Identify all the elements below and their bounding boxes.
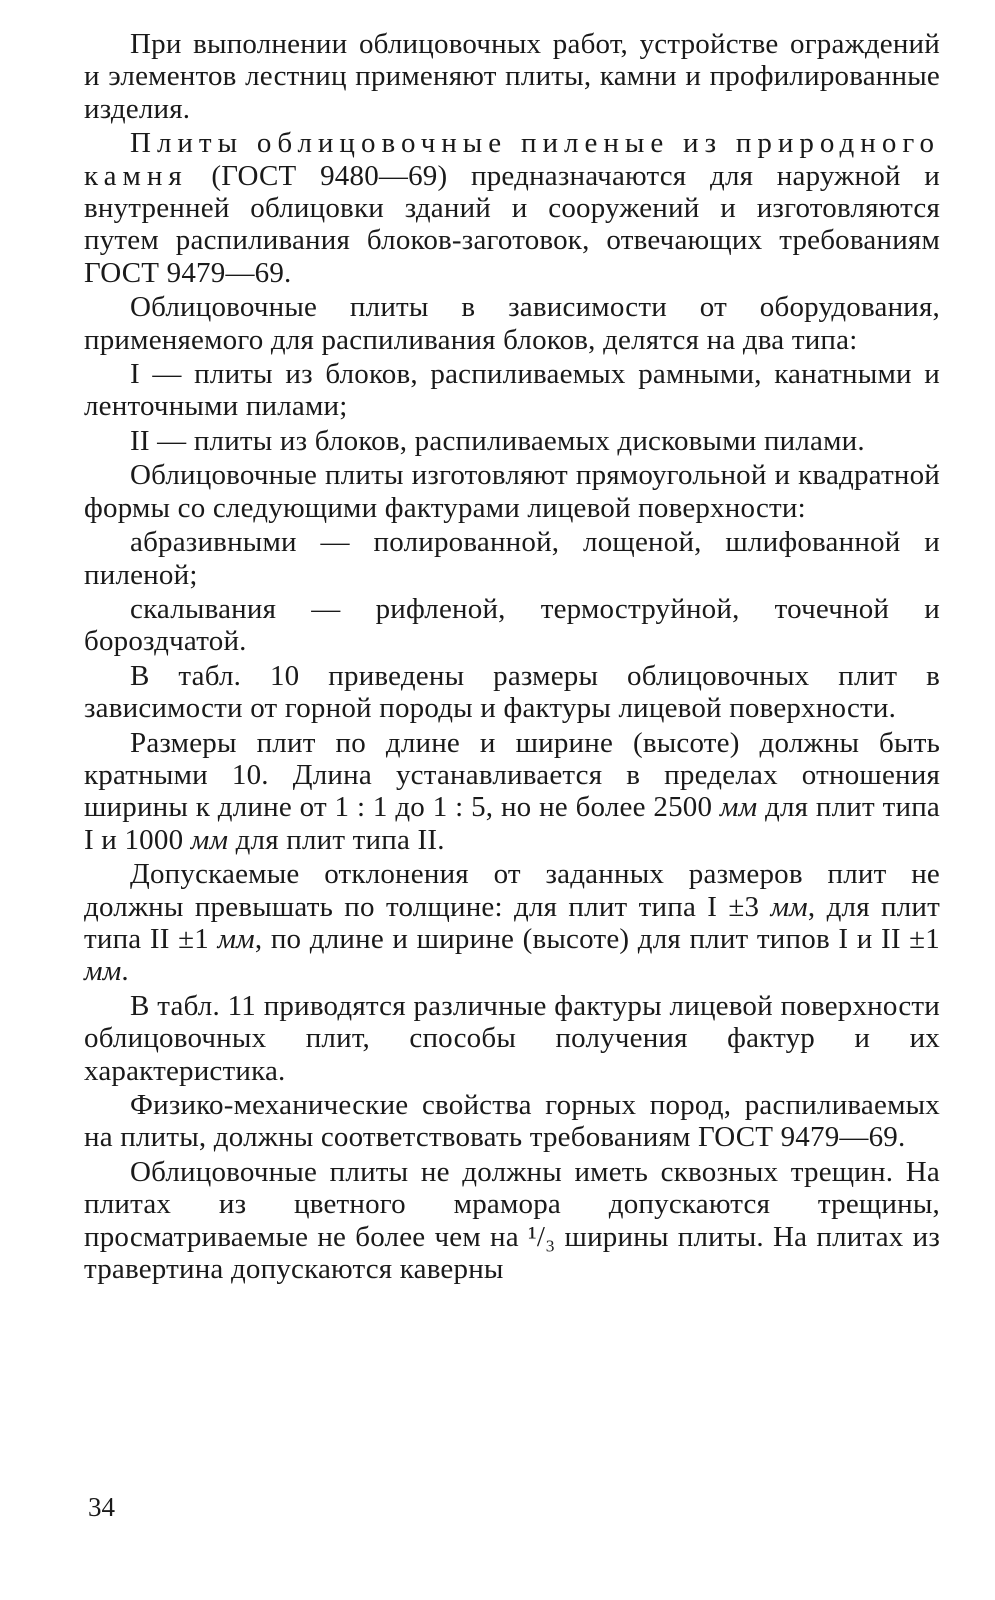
- paragraph-table-10: В табл. 10 приведены размеры облицовочных плит в зависимости от горной породы и фактуры лицевой поверхности.: [84, 659, 940, 725]
- list-item-type-2: II — плиты из блоков, распиливаемых дисковыми пилами.: [130, 424, 865, 457]
- page-number: 34: [88, 1492, 115, 1522]
- dimensions-text-3: для плит типа II.: [228, 823, 445, 856]
- unit-mm: мм: [84, 955, 122, 988]
- unit-mm: мм: [719, 791, 758, 824]
- dimensions-text-1: Размеры плит по длине и ширине (высоте) должны быть кратными 10. Длина устанавливается в пределах отношения ширины к длине от 1 : 1 до 1 : 5, но не более 2500: [84, 726, 940, 824]
- tolerances-text-1: Допускаемые отклонения от заданных размеров плит не должны превышать по толщине: для плит типа I ±3: [84, 858, 940, 923]
- unit-mm: мм: [217, 922, 255, 955]
- paragraph-table-11: В табл. 11 приводятся различные фактуры лицевой поверхности облицовочных плит, способы получения фактур и их характеристика.: [84, 989, 940, 1087]
- tolerances-text-4: .: [121, 955, 129, 988]
- tolerances-text-2: , для плит типа II ±1: [84, 890, 940, 955]
- tolerances-text-3: , по длине и ширине (высоте) для плит типов I и II ±1: [254, 922, 940, 955]
- unit-mm: мм: [190, 823, 229, 856]
- term-sawn-plates: Плиты облицовочные пиленые из природного камня: [84, 127, 940, 192]
- dimensions-text-2: для плит типа I и 1000: [84, 791, 940, 856]
- paragraph-cracks: Облицовочные плиты не должны иметь сквозных трещин. На плитах из цветного мрамора допускаются трещины, просматриваемые не более чем на ¹/₃ ширины плиты. На плитах из травертина допускаются каверны: [84, 1155, 940, 1286]
- paragraph-dimensions: [84, 727, 940, 857]
- paragraph-gost-9480: [84, 127, 940, 289]
- page-body: [84, 28, 940, 1287]
- paragraph-physical-properties: Физико-механические свойства горных пород, распиливаемых на плиты, должны соответствовать требованиям ГОСТ 9479—69.: [84, 1089, 940, 1154]
- list-item-chipping: скалывания — рифленой, термоструйной, точечной и бороздчатой.: [84, 592, 940, 658]
- unit-mm: мм: [770, 890, 808, 923]
- list-item-type-1: I — плиты из блоков, распиливаемых рамными, канатными и ленточными пилами;: [84, 358, 940, 423]
- paragraph-plate-shapes: Облицовочные плиты изготовляют прямоугольной и квадратной формы со следующими фактурами лицевой поверхности:: [84, 459, 940, 524]
- paragraph-gost-9480-text: (ГОСТ 9480—69) предназначаются для наружной и внутренней облицовки зданий и сооружений и изготовляются путем распиливания блоков-заготовок, отвечающих требованиям ГОСТ 9479—69.: [84, 159, 940, 289]
- paragraph-plate-types: Облицовочные плиты в зависимости от оборудования, применяемого для распиливания блоков, делятся на два типа:: [84, 291, 940, 356]
- paragraph-intro: При выполнении облицовочных работ, устройстве ограждений и элементов лестниц применяют плиты, камни и профилированные изделия.: [84, 28, 940, 125]
- list-item-abrasive: абразивными — полированной, лощеной, шлифованной и пиленой;: [84, 526, 940, 591]
- paragraph-tolerances: [84, 858, 940, 988]
